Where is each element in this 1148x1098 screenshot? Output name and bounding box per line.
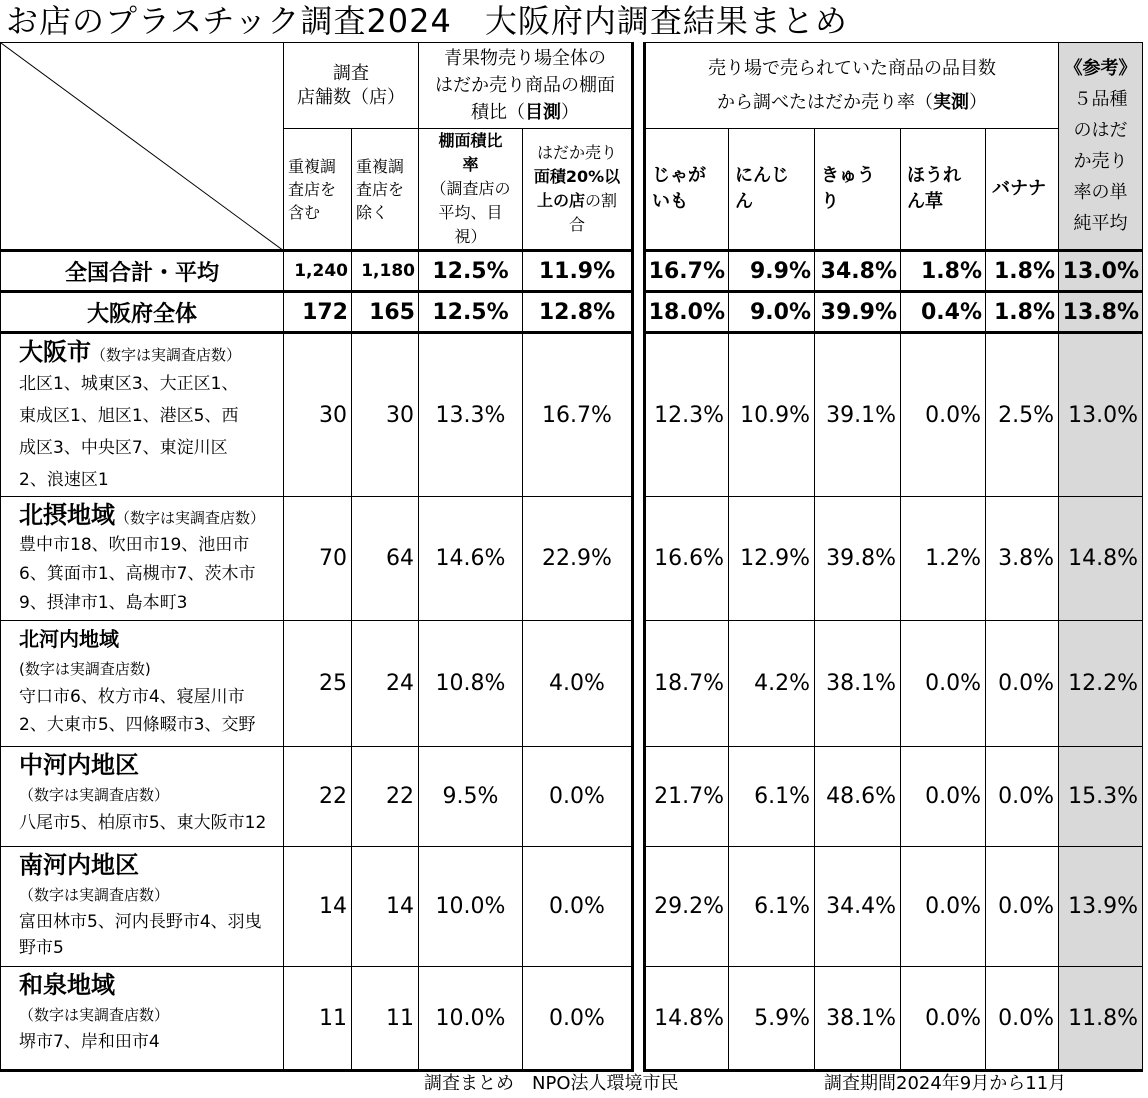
region-note: （数字は実調査店数） [19, 786, 170, 804]
stores-incl: 30 [284, 333, 352, 497]
potato-rate: 29.2% [645, 847, 729, 967]
potato-rate: 12.3% [645, 333, 729, 497]
spinach-rate: 1.2% [901, 497, 986, 621]
stores-excl: 1,180 [352, 251, 419, 292]
average-rate: 13.9% [1059, 847, 1143, 967]
shelf-share: 12.8% [523, 292, 633, 333]
shelf-share: 22.9% [523, 497, 633, 621]
total-row-national [1, 251, 1143, 292]
banana-rate: 2.5% [986, 333, 1059, 497]
carrot-rate: 12.9% [729, 497, 815, 621]
stores-excl: 30 [352, 333, 419, 497]
stores-excl: 24 [352, 621, 419, 747]
stores-excl: 64 [352, 497, 419, 621]
shelf-share: 0.0% [523, 747, 633, 847]
region-cell [1, 747, 284, 847]
carrot-rate: 9.0% [729, 292, 815, 333]
potato-rate: 18.7% [645, 621, 729, 747]
shelf-ratio: 12.5% [419, 251, 523, 292]
region-row [1, 621, 1143, 747]
carrot-rate: 6.1% [729, 747, 815, 847]
region-list: 豊中市18、吹田市19、池田市 6、箕面市1、高槻市7、茨木市 9、摂津市1、島本町3 [19, 535, 256, 613]
shelf-share: 0.0% [523, 967, 633, 1071]
veg-header-spinach: ほうれ ん草 [901, 129, 986, 251]
shelf-ratio-header: 棚面積比 率 （調査店の 平均、目 視） [419, 129, 523, 251]
banana-rate: 0.0% [986, 621, 1059, 747]
region-name: 和泉地域 [19, 971, 115, 999]
cucumber-rate: 38.1% [815, 621, 901, 747]
region-name: 北河内地域 [19, 627, 119, 651]
banana-rate: 0.0% [986, 747, 1059, 847]
region-row [1, 967, 1143, 1071]
shelf-ratio: 10.8% [419, 621, 523, 747]
region-row [1, 333, 1143, 497]
region-list: 守口市6、枚方市4、寝屋川市 2、大東市5、四條畷市3、交野 [19, 687, 256, 735]
average-rate: 11.8% [1059, 967, 1143, 1071]
carrot-rate: 4.2% [729, 621, 815, 747]
diagonal-line [1, 43, 284, 251]
stores-excl-header: 重複調 査店を 除く [352, 129, 419, 251]
shelf-ratio: 14.6% [419, 497, 523, 621]
region-list: 富田林市5、河内長野市4、羽曳 野市5 [19, 912, 262, 958]
stores-incl: 25 [284, 621, 352, 747]
shelf-ratio: 13.3% [419, 333, 523, 497]
region-list: 北区1、城東区3、大正区1、 東成区1、旭区1、港区5、西 成区3、中央区7、東淀川区 2、浪速区1 [19, 374, 239, 490]
stores-excl: 165 [352, 292, 419, 333]
region-row [1, 497, 1143, 621]
shelf-group-header: 青果物売り場全体の はだか売り商品の棚面 積比（目測） [419, 43, 633, 129]
stores-incl: 11 [284, 967, 352, 1071]
region-note: （数字は実調査店数） [19, 886, 170, 904]
cucumber-rate: 39.9% [815, 292, 901, 333]
spinach-rate: 0.0% [901, 333, 986, 497]
total-row-osaka [1, 292, 1143, 333]
shelf-ratio: 12.5% [419, 292, 523, 333]
footer-compiler: 調査まとめ NPO法人環境市民 [424, 1073, 679, 1094]
spinach-rate: 0.0% [901, 967, 986, 1071]
spinach-rate: 1.8% [901, 251, 986, 292]
potato-rate: 18.0% [645, 292, 729, 333]
region-name: 大阪市 [19, 338, 91, 366]
cucumber-rate: 38.1% [815, 967, 901, 1071]
region-cell [1, 333, 284, 497]
region-cell [1, 967, 284, 1071]
stores-excl: 14 [352, 847, 419, 967]
row-label: 全国合計・平均 [1, 251, 284, 292]
potato-rate: 21.7% [645, 747, 729, 847]
shelf-share-header: はだか売り 面積20%以 上の店の割 合 [523, 129, 633, 251]
average-rate: 14.8% [1059, 497, 1143, 621]
carrot-rate: 10.9% [729, 333, 815, 497]
shelf-share: 0.0% [523, 847, 633, 967]
cucumber-rate: 34.4% [815, 847, 901, 967]
veg-header-cucumber: きゅう り [815, 129, 901, 251]
region-name: 中河内地区 [19, 751, 139, 779]
region-name: 北摂地域 [19, 501, 115, 529]
carrot-rate: 6.1% [729, 847, 815, 967]
region-note: （数字は実調査店数） [115, 509, 266, 527]
stores-group-header: 調査 店舗数（店） [284, 43, 419, 129]
shelf-share: 16.7% [523, 333, 633, 497]
cucumber-rate: 39.1% [815, 333, 901, 497]
stores-incl: 70 [284, 497, 352, 621]
region-name: 南河内地区 [19, 851, 139, 879]
carrot-rate: 9.9% [729, 251, 815, 292]
veg-header-banana: バナナ [986, 129, 1059, 251]
region-row [1, 847, 1143, 967]
stores-incl-header: 重複調 査店を 含む [284, 129, 352, 251]
average-rate: 13.0% [1059, 333, 1143, 497]
spinach-rate: 0.0% [901, 621, 986, 747]
potato-rate: 16.7% [645, 251, 729, 292]
spinach-rate: 0.4% [901, 292, 986, 333]
reference-average-header: 《参考》 ５品種 のはだ か売り 率の単 純平均 [1059, 43, 1143, 251]
carrot-rate: 5.9% [729, 967, 815, 1071]
cucumber-rate: 48.6% [815, 747, 901, 847]
spinach-rate: 0.0% [901, 847, 986, 967]
cucumber-rate: 34.8% [815, 251, 901, 292]
banana-rate: 0.0% [986, 847, 1059, 967]
average-rate: 15.3% [1059, 747, 1143, 847]
region-list: 堺市7、岸和田市4 [19, 1032, 160, 1052]
average-rate: 12.2% [1059, 621, 1143, 747]
average-rate: 13.8% [1059, 292, 1143, 333]
veg-header-potato: じゃが いも [645, 129, 729, 251]
header-diagonal-cell [1, 43, 284, 251]
potato-rate: 16.6% [645, 497, 729, 621]
region-note: （数字は実調査店数） [19, 1006, 170, 1024]
banana-rate: 0.0% [986, 967, 1059, 1071]
footer-period: 調査期間2024年9月から11月 [824, 1073, 1067, 1094]
region-note: （数字は実調査店数） [91, 346, 242, 364]
stores-excl: 11 [352, 967, 419, 1071]
average-rate: 13.0% [1059, 251, 1143, 292]
results-table [0, 42, 1143, 1072]
banana-rate: 1.8% [986, 292, 1059, 333]
region-cell [1, 621, 284, 747]
column-separator [633, 43, 645, 1071]
region-list: 八尾市5、柏原市5、東大阪市12 [19, 813, 267, 833]
veg-header-carrot: にんじ ん [729, 129, 815, 251]
banana-rate: 1.8% [986, 251, 1059, 292]
region-cell [1, 847, 284, 967]
spinach-rate: 0.0% [901, 747, 986, 847]
stores-incl: 172 [284, 292, 352, 333]
row-label: 大阪府全体 [1, 292, 284, 333]
stores-incl: 14 [284, 847, 352, 967]
items-group-header: 売り場で売られていた商品の品目数 から調べたはだか売り率（実測） [645, 43, 1059, 129]
region-row [1, 747, 1143, 847]
shelf-share: 4.0% [523, 621, 633, 747]
shelf-ratio: 10.0% [419, 967, 523, 1071]
potato-rate: 14.8% [645, 967, 729, 1071]
banana-rate: 3.8% [986, 497, 1059, 621]
cucumber-rate: 39.8% [815, 497, 901, 621]
stores-excl: 22 [352, 747, 419, 847]
region-cell [1, 497, 284, 621]
shelf-ratio: 10.0% [419, 847, 523, 967]
page-title: お店のプラスチック調査2024 大阪府内調査結果まとめ [6, 2, 848, 40]
stores-incl: 22 [284, 747, 352, 847]
shelf-share: 11.9% [523, 251, 633, 292]
shelf-ratio: 9.5% [419, 747, 523, 847]
stores-incl: 1,240 [284, 251, 352, 292]
region-note: (数字は実調査店数) [19, 660, 151, 678]
